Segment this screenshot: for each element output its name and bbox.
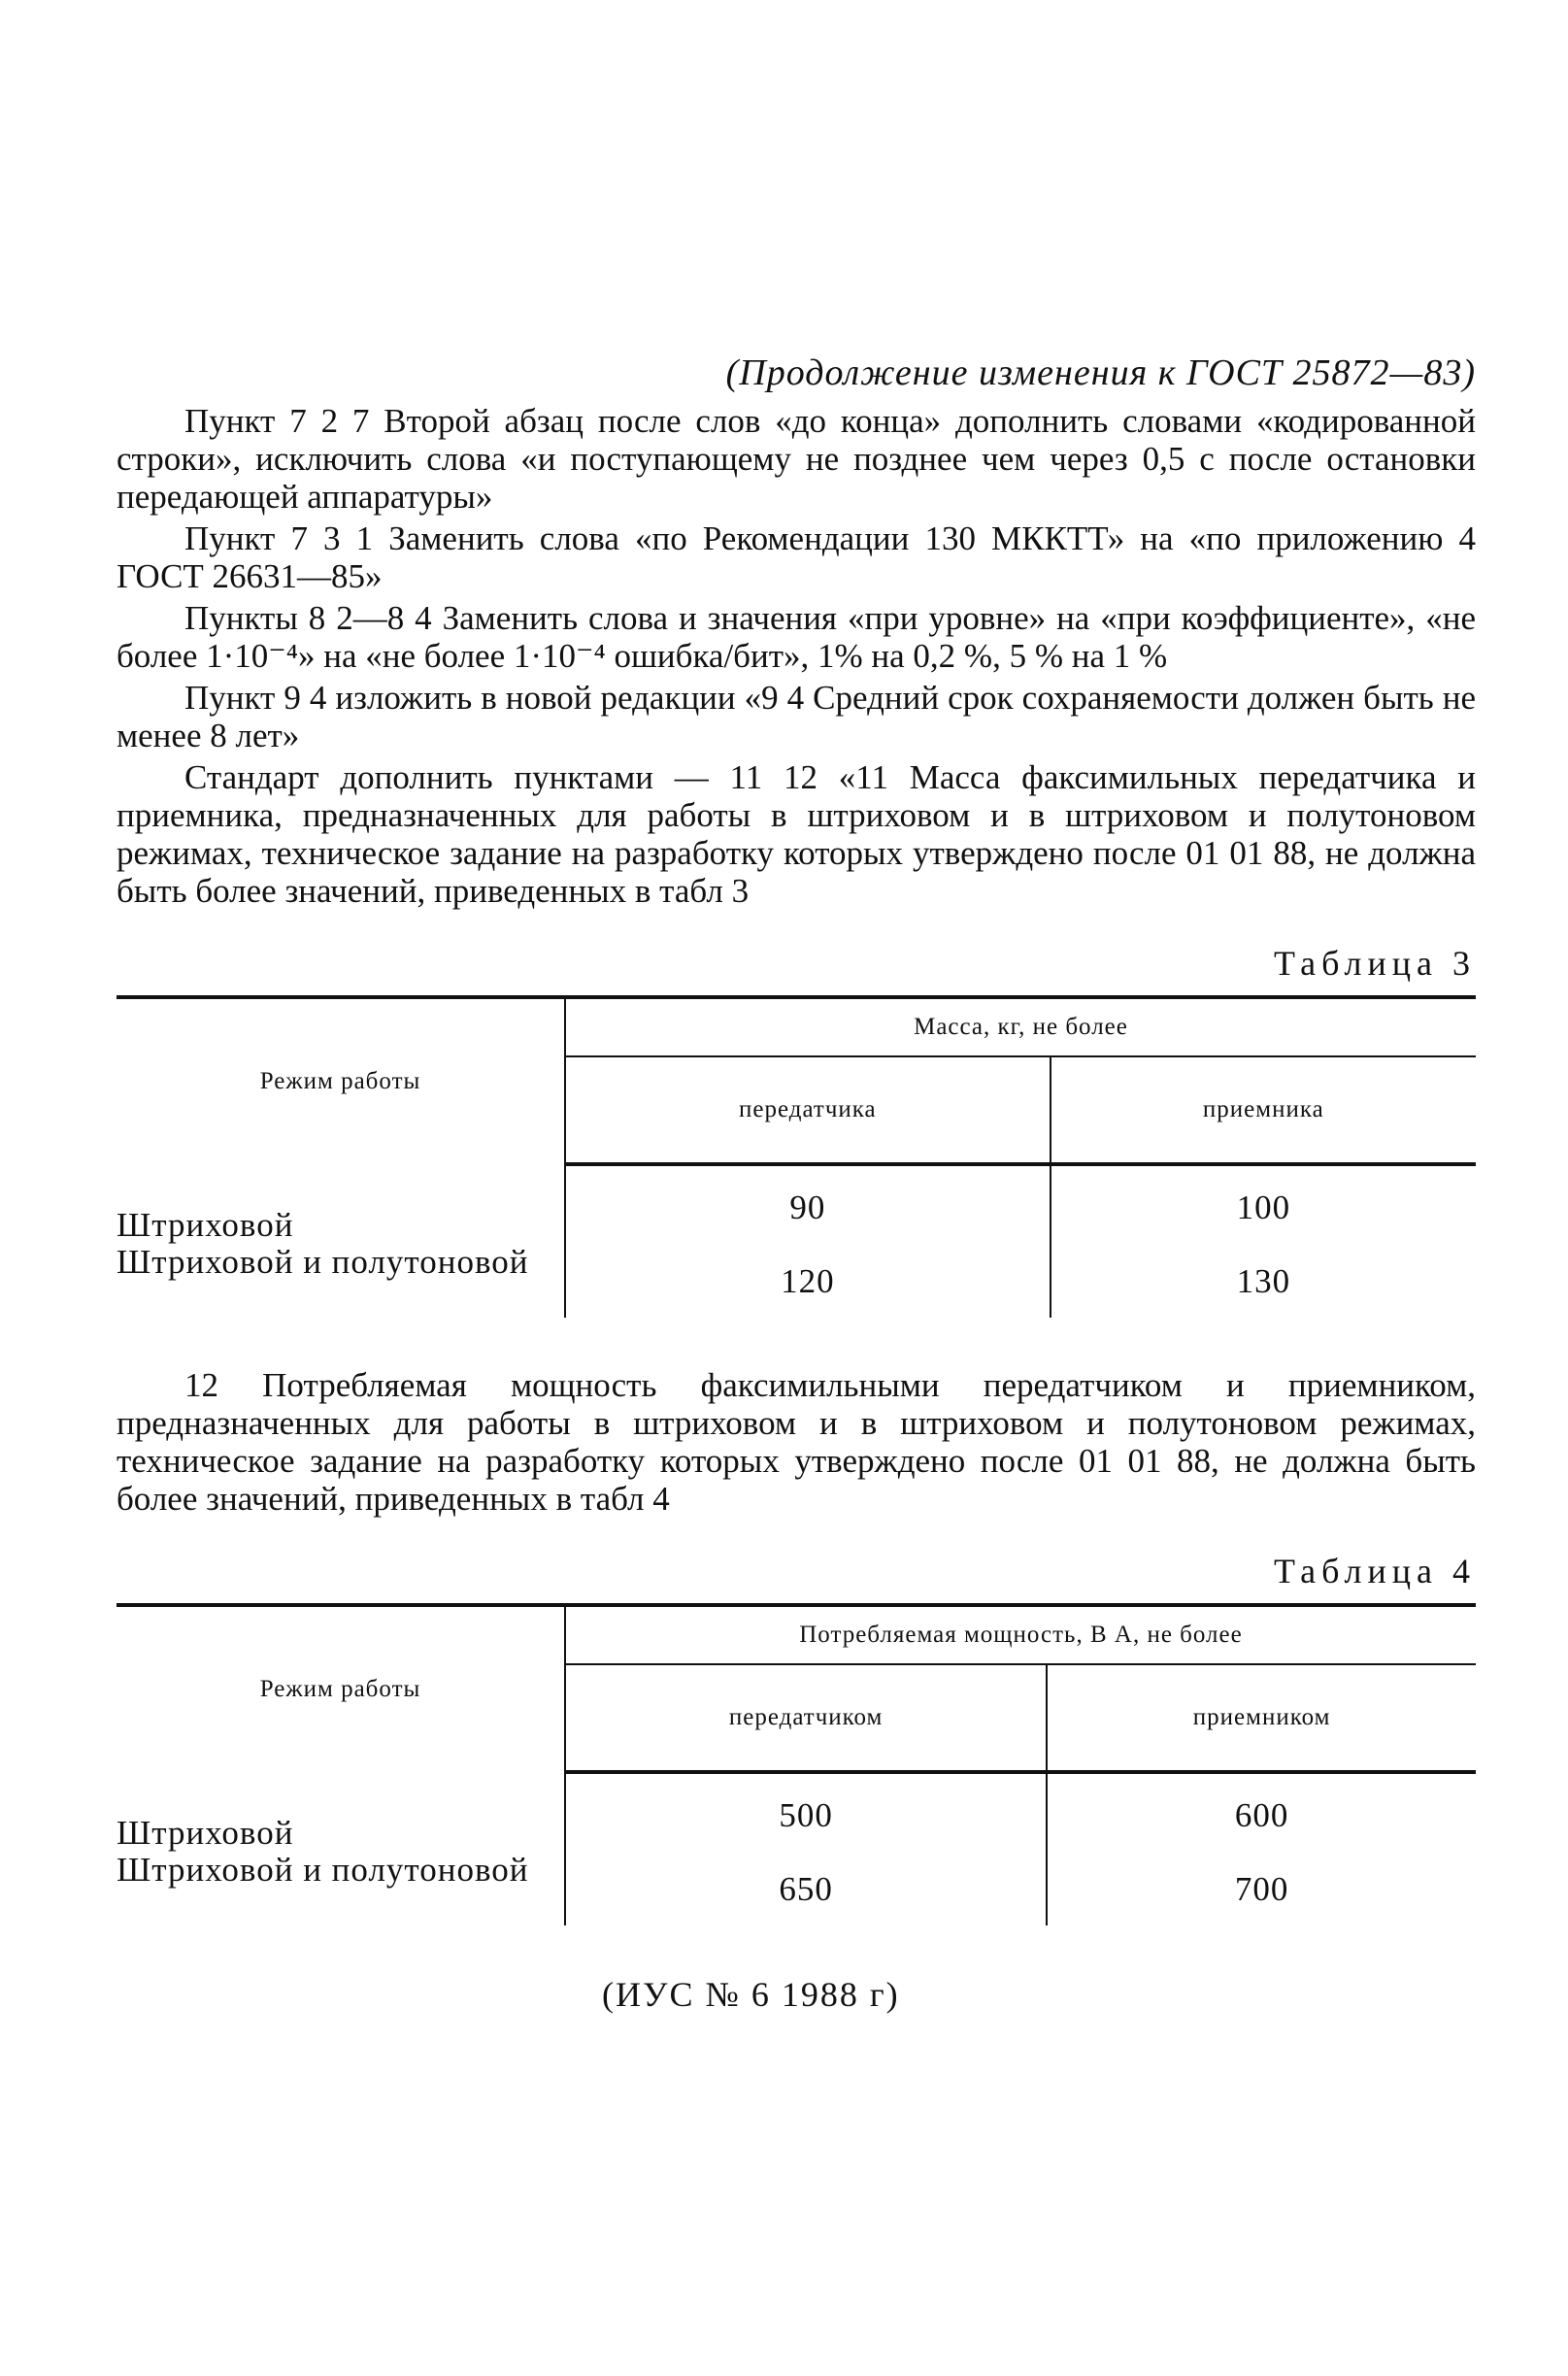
table-4-mode-cell — [117, 1772, 565, 1925]
paragraph-12: 12 Потребляемая мощность факсимильными передатчиком и приемником, предназначенных для работы в штриховом и в штриховом и полутоновом режимах, техническое задание на разработку которых утверждено после 01 01 88, не должна быть более значений, приведенных в табл 4 — [117, 1366, 1476, 1518]
table-4-col2-row1: 600 — [1234, 1796, 1289, 1834]
table-3-col1-row2: 120 — [781, 1262, 835, 1300]
table-3-col2-cell — [1051, 1164, 1476, 1318]
table-3-col1-row1: 90 — [789, 1188, 826, 1226]
table-3-mode-header: Режим работы — [117, 999, 565, 1164]
table-4-group-header: Потребляемая мощность, В А, не более — [565, 1607, 1476, 1664]
continuation-header: (Продолжение изменения к ГОСТ 25872—83) — [725, 352, 1476, 393]
table-4-col2-header: приемником — [1047, 1664, 1476, 1772]
table-4-col2-cell — [1047, 1772, 1476, 1925]
table-3-col1-cell — [565, 1164, 1051, 1318]
paragraph-7-3-1: Пункт 7 3 1 Заменить слова «по Рекомендации 130 МККТТ» на «по приложению 4 ГОСТ 26631—85» — [117, 519, 1476, 595]
table-3 — [117, 995, 1476, 1318]
table-3-col2-row2: 130 — [1236, 1262, 1291, 1300]
footer-note: (ИУС № 6 1988 г) — [602, 1975, 900, 2014]
table-4-mode-row1: Штриховой — [117, 1814, 294, 1852]
table-4-col1-row2: 650 — [779, 1870, 833, 1908]
paragraph-7-2-7: Пункт 7 2 7 Второй абзац после слов «до конца» дополнить словами «кодированной строки», исключить слова «и поступающему не позднее чем через 0,5 с после остановки передающей аппаратуры» — [117, 402, 1476, 516]
table-4-mode-row2: Штриховой и полутоновой — [117, 1851, 529, 1889]
table-4-col2-row2: 700 — [1234, 1870, 1289, 1908]
table-4-col1-header: передатчиком — [565, 1664, 1047, 1772]
table-row — [117, 1772, 1476, 1925]
paragraph-8-2-8-4: Пункты 8 2—8 4 Заменить слова и значения «при уровне» на «при коэффициенте», «не более 1·10⁻⁴» на «не более 1·10⁻⁴ ошибка/бит», 1% на 0,2 %, 5 % на 1 % — [117, 599, 1476, 675]
table-4 — [117, 1603, 1476, 1925]
table-3-mode-cell — [117, 1164, 565, 1318]
document-page — [117, 350, 1476, 2015]
table-3-group-header: Масса, кг, не более — [565, 999, 1476, 1056]
table-3-col1-header: передатчика — [565, 1056, 1051, 1164]
table-3-mode-row1: Штриховой — [117, 1206, 294, 1244]
paragraph-9-4: Пункт 9 4 изложить в новой редакции «9 4 Средний срок сохраняемости должен быть не менее 8 лет» — [117, 679, 1476, 754]
table-3-caption: Таблица 3 — [1274, 944, 1476, 983]
table-4-mode-header: Режим работы — [117, 1607, 565, 1772]
paragraph-supplement-11: Стандарт дополнить пунктами — 11 12 «11 Масса факсимильных передатчика и приемника, предназначенных для работы в штриховом и в штриховом и полутоновом режимах, техническое задание на разработку которых утверждено после 01 01 88, не должна быть более значений, приведенных в табл 3 — [117, 758, 1476, 910]
table-4-col1-row1: 500 — [779, 1796, 833, 1834]
table-4-col1-cell — [565, 1772, 1047, 1925]
table-row — [117, 1164, 1476, 1318]
table-3-col2-header: приемника — [1051, 1056, 1476, 1164]
table-4-caption: Таблица 4 — [1274, 1552, 1476, 1590]
table-3-mode-row2: Штриховой и полутоновой — [117, 1243, 529, 1281]
table-3-col2-row1: 100 — [1236, 1188, 1291, 1226]
